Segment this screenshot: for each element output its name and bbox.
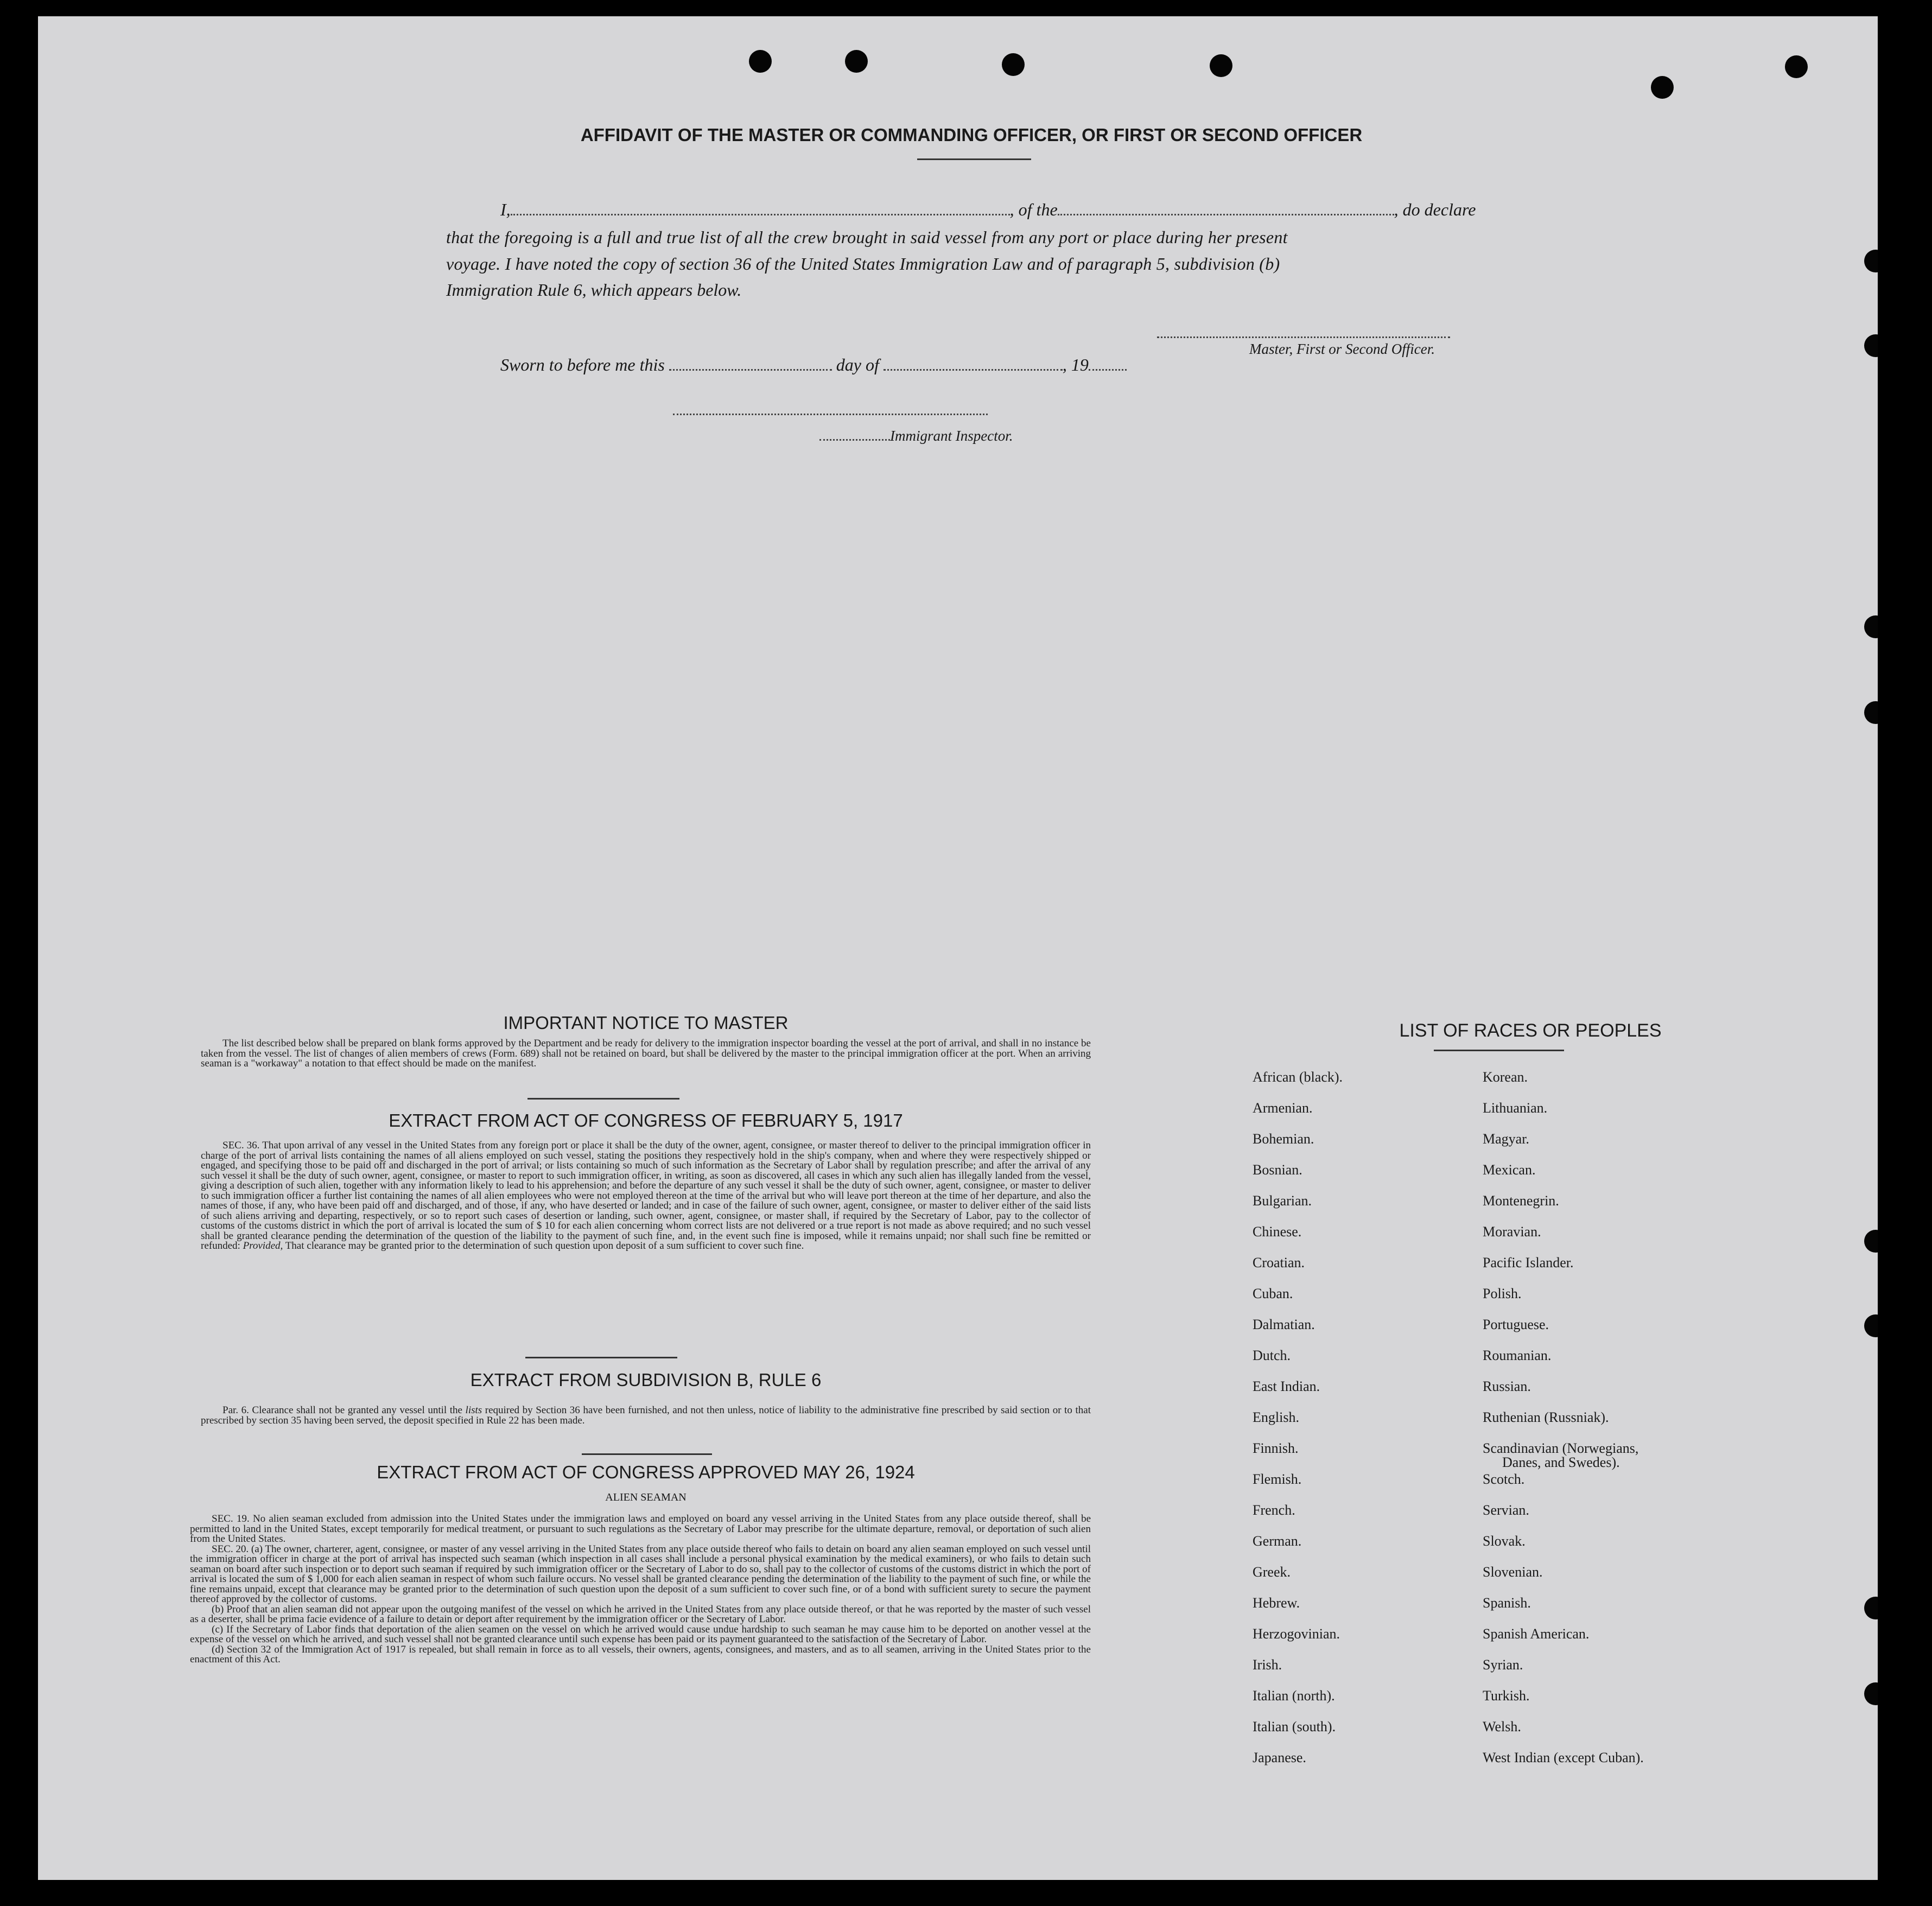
race-item: Syrian.	[1483, 1657, 1523, 1673]
of-the-label: , of the	[1009, 200, 1058, 219]
race-item: Scandinavian (Norwegians,	[1483, 1440, 1639, 1456]
provided-word: Provided,	[243, 1240, 283, 1251]
race-item: Welsh.	[1483, 1719, 1521, 1735]
race-item: Flemish.	[1253, 1471, 1302, 1487]
race-item: African (black).	[1253, 1069, 1343, 1085]
section-rule	[525, 1357, 677, 1358]
punch-hole	[1785, 55, 1808, 78]
race-item: Mexican.	[1483, 1162, 1536, 1178]
sec-36-paragraph	[201, 1141, 1091, 1251]
race-item: Italian (north).	[1253, 1688, 1335, 1704]
master-signature-field[interactable]	[1157, 336, 1450, 338]
race-item: Irish.	[1253, 1657, 1282, 1673]
notice-text	[201, 1039, 1091, 1069]
extract-1924-title: EXTRACT FROM ACT OF CONGRESS APPROVED MAY 26, 1924	[377, 1462, 915, 1482]
race-item: Armenian.	[1253, 1100, 1313, 1116]
race-item: Danes, and Swedes).	[1502, 1454, 1620, 1470]
extract-1924-text	[190, 1514, 1091, 1665]
declarant-name-field[interactable]	[511, 214, 1010, 215]
punch-hole	[1864, 615, 1878, 638]
race-item: West Indian (except Cuban).	[1483, 1750, 1644, 1765]
sworn-label: Sworn to before me this	[500, 355, 665, 374]
race-item: East Indian.	[1253, 1378, 1320, 1394]
sec-20a-paragraph: SEC. 20. (a) The owner, charterer, agent, consignee, or master of any vessel arriving in the United States from any place outside thereof who fails to detain on board any alien seaman employed on such vessel until the immigration officer in charge at the port of arrival has inspected such seaman (which inspection in all cases shall include a personal physical examination by the medical examiners), or who fails to detain such seaman on board after such inspection or to deport such seaman if required by such immigration officer or the Secretary of Labor to do so, shall pay to the collector of customs of the customs district in which the port of arrival is located the sum of $ 1,000 for each alien seaman in respect of whom such failure occurs. No vessel shall be granted clearance pending the determination of the liability to the payment of such fine, or while the fine remains unpaid, except that clearance may be granted prior to the determination of such question upon the deposit of a sum sufficient to cover such fine, or of a bond with sufficient surety to secure the payment thereof approved by the collector of customs.	[190, 1543, 1091, 1605]
race-item: Croatian.	[1253, 1255, 1305, 1270]
alien-seaman-subtitle: ALIEN SEAMAN	[605, 1491, 687, 1503]
punch-hole	[1864, 1314, 1878, 1337]
race-item: Russian.	[1483, 1378, 1531, 1394]
punch-hole	[845, 50, 868, 73]
declarant-label: I,	[500, 200, 511, 219]
punch-hole	[1864, 250, 1878, 272]
race-item: Greek.	[1253, 1564, 1291, 1580]
race-item: Italian (south).	[1253, 1719, 1336, 1735]
race-item: Finnish.	[1253, 1440, 1299, 1456]
race-item: Dutch.	[1253, 1348, 1291, 1363]
race-item: English.	[1253, 1409, 1299, 1425]
section-rule	[582, 1453, 712, 1455]
title-rule	[917, 158, 1031, 160]
race-item: Ruthenian (Russniak).	[1483, 1409, 1609, 1425]
punch-hole	[1210, 54, 1232, 77]
extract-1917-text	[201, 1141, 1091, 1251]
sec-20c-paragraph: (c) If the Secretary of Labor finds that deportation of the alien seamen on the vessel on which he arrived would cause undue hardship to such seaman he may cause him to be deported on another vessel at the expense of the vessel on which he arrived, and such vessel shall not be granted clearance until such expense has been paid or its payment guaranteed to the satisfaction of the Secretary of Labor.	[190, 1623, 1091, 1645]
race-item: Polish.	[1483, 1286, 1522, 1301]
affidavit-title: AFFIDAVIT OF THE MASTER OR COMMANDING OFFICER, OR FIRST OR SECOND OFFICER	[580, 125, 1363, 145]
do-declare-label: , do declare	[1394, 200, 1476, 219]
punch-hole	[1864, 1597, 1878, 1619]
sec-20b-paragraph: (b) Proof that an alien seaman did not appear upon the outgoing manifest of the vessel on which he arrived in the United States from any place outside thereof, or that he was reported by the master of such vessel as a deserter, shall be prima facie evidence of a failure to detain or deport after requirement by the immigration officer or the Secretary of Labor.	[190, 1603, 1091, 1625]
race-item: Roumanian.	[1483, 1348, 1552, 1363]
race-item: Herzogovinian.	[1253, 1626, 1340, 1642]
sec-36-text: SEC. 36. That upon arrival of any vessel in the United States from any foreign port or place it shall be the duty of the owner, agent, consignee, or master thereof to deliver to the principal immigration officer in charge of the port of arrival lists containing the names of all aliens employed on such vessel, stating the positions they respectively hold in the ship's company, when and where they were respectively shipped or engaged, and specifying those to be paid off and discharged in the port of arrival; or lists containing so much of such information as the Secretary of Labor shall by regulation prescribe; and after the arrival of any such vessel it shall be the duty of such owner, agent, consignee, or master to report to such immigration officer, in writing, as soon as discovered, all cases in which any such alien has illegally landed from the vessel, giving a description of such alien, together with any information likely to lead to his apprehension; and before the departure of any such vessel it shall be the duty of such owner, agent, consignee, or master to deliver to such immigration officer a further list containing the names of all alien employees who were not employed thereon at the time of the arrival but who will leave port thereon at the time of her departure, and also the names of those, if any, who have been paid off and discharged, and of those, if any, who have deserted or landed; and in case of the failure of such owner, agent, consignee, or master to deliver either of the said lists of such aliens arriving and departing, respectively, or so to report such cases of desertion or landing, such owner, agent, consignee, or master shall, if required by the Secretary of Labor, pay to the collector of customs of the customs district in which the port of arrival is located the sum of $ 10 for each alien concerning whom correct lists are not delivered or a true report is not made as above required; and no such vessel shall be granted clearance pending the determination of the question of the liability to the payment of such fine, and, in the event such fine is imposed, while it remains unpaid; nor shall such fine be remitted or refunded:	[201, 1140, 1091, 1251]
races-column-1	[1253, 1070, 1343, 1782]
punch-hole	[749, 50, 772, 73]
sworn-day-field[interactable]	[669, 369, 832, 371]
affidavit-line-3: voyage. I have noted the copy of section 36 of the United States Immigration Law and of paragraph 5, subdivision (b)	[446, 254, 1280, 274]
race-item: Moravian.	[1483, 1224, 1541, 1240]
race-item: Magyar.	[1483, 1131, 1529, 1147]
race-item: Hebrew.	[1253, 1595, 1300, 1611]
sworn-month-field[interactable]	[884, 369, 1063, 371]
vessel-name-field[interactable]	[1058, 214, 1394, 215]
punch-hole	[1002, 53, 1025, 76]
race-item: Chinese.	[1253, 1224, 1302, 1240]
sec-19-paragraph: SEC. 19. No alien seaman excluded from admission into the United States under the immigration laws and employed on board any vessel arriving in the United States from any place outside thereof, shall be permitted to land in the United States, except temporarily for medical treatment, or pursuant to such regulations as the Secretary of Labor may prescribe for the ultimate departure, removal, or deportation of such alien from the United States.	[190, 1513, 1091, 1545]
race-item: Bosnian.	[1253, 1162, 1302, 1178]
race-item: Spanish.	[1483, 1595, 1531, 1611]
par-6-text-b: required by Section 36 have been furnished, and not then unless, notice of liability to the administrative fine prescribed by said section or to that prescribed by section 35 having been served, the deposit specified in Rule 22 has been made.	[201, 1405, 1091, 1426]
races-title: LIST OF RACES OR PEOPLES	[1399, 1020, 1662, 1041]
affidavit-line-1	[500, 200, 1476, 220]
race-item: Turkish.	[1483, 1688, 1530, 1704]
punch-hole	[1864, 1682, 1878, 1705]
race-item: Bulgarian.	[1253, 1193, 1312, 1209]
race-item: German.	[1253, 1533, 1302, 1549]
race-item: Slovenian.	[1483, 1564, 1543, 1580]
notice-paragraph: The list described below shall be prepared on blank forms approved by the Department and be ready for delivery to the immigration inspector boarding the vessel at the port of arrival, and shall in no instance be taken from the vessel. The list of changes of alien members of crews (Form. 689) shall not be retained on board, but shall be delivered by the master to the principal immigration officer at the port. When an arriving seaman is a "workaway" a notation to that effect should be made on the manifest.	[201, 1038, 1091, 1069]
race-item: Portuguese.	[1483, 1317, 1549, 1332]
race-item: Servian.	[1483, 1502, 1529, 1518]
race-item: Japanese.	[1253, 1750, 1306, 1765]
inspector-line	[819, 428, 1013, 444]
subdivision-text	[201, 1406, 1091, 1426]
race-item: Montenegrin.	[1483, 1193, 1559, 1209]
subdivision-title: EXTRACT FROM SUBDIVISION B, RULE 6	[470, 1370, 822, 1390]
inspector-label: Immigrant Inspector.	[890, 428, 1013, 444]
affidavit-line-2: that the foregoing is a full and true list of all the crew brought in said vessel from any port or place during her present	[446, 227, 1288, 247]
race-item: Spanish American.	[1483, 1626, 1590, 1642]
lists-word: lists	[465, 1405, 482, 1416]
punch-hole	[1864, 701, 1878, 724]
race-item: Scotch.	[1483, 1471, 1525, 1487]
race-item: Cuban.	[1253, 1286, 1293, 1301]
race-item: Korean.	[1483, 1069, 1528, 1085]
race-item: French.	[1253, 1502, 1295, 1518]
race-item: Lithuanian.	[1483, 1100, 1548, 1116]
races-title-rule	[1434, 1050, 1564, 1051]
sec-36-text-end: That clearance may be granted prior to the determination of such question upon deposit of a sum sufficient to cover such fine.	[285, 1240, 804, 1251]
sworn-line	[500, 355, 1127, 375]
punch-hole	[1864, 334, 1878, 357]
sec-20d-paragraph: (d) Section 32 of the Immigration Act of 1917 is repealed, but shall remain in force as to all vessels, their owners, agents, consignees, and masters, and as to all seamen, arriving in the United States prior to the enactment of this Act.	[190, 1643, 1091, 1665]
race-item: Bohemian.	[1253, 1131, 1314, 1147]
day-of-label: day of	[836, 355, 879, 374]
par-6-paragraph	[201, 1406, 1091, 1426]
sworn-year-field[interactable]	[1089, 369, 1127, 371]
inspector-signature-field[interactable]	[673, 414, 988, 415]
races-column-2	[1483, 1070, 1644, 1782]
inspector-name-field[interactable]	[819, 439, 890, 441]
year-prefix-label: , 19	[1062, 355, 1089, 374]
master-signature-label: Master, First or Second Officer.	[1249, 341, 1435, 357]
section-rule	[528, 1098, 679, 1100]
notice-title: IMPORTANT NOTICE TO MASTER	[503, 1013, 789, 1033]
affidavit-line-4: Immigration Rule 6, which appears below.	[446, 280, 742, 300]
par-6-text-a: Par. 6. Clearance shall not be granted any vessel until the	[223, 1405, 462, 1416]
extract-1917-title: EXTRACT FROM ACT OF CONGRESS OF FEBRUARY 5, 1917	[389, 1110, 903, 1130]
document-page	[38, 16, 1878, 1880]
race-item: Slovak.	[1483, 1533, 1526, 1549]
punch-hole	[1651, 76, 1674, 99]
race-item: Dalmatian.	[1253, 1317, 1315, 1332]
punch-hole	[1864, 1230, 1878, 1253]
race-item: Pacific Islander.	[1483, 1255, 1574, 1270]
